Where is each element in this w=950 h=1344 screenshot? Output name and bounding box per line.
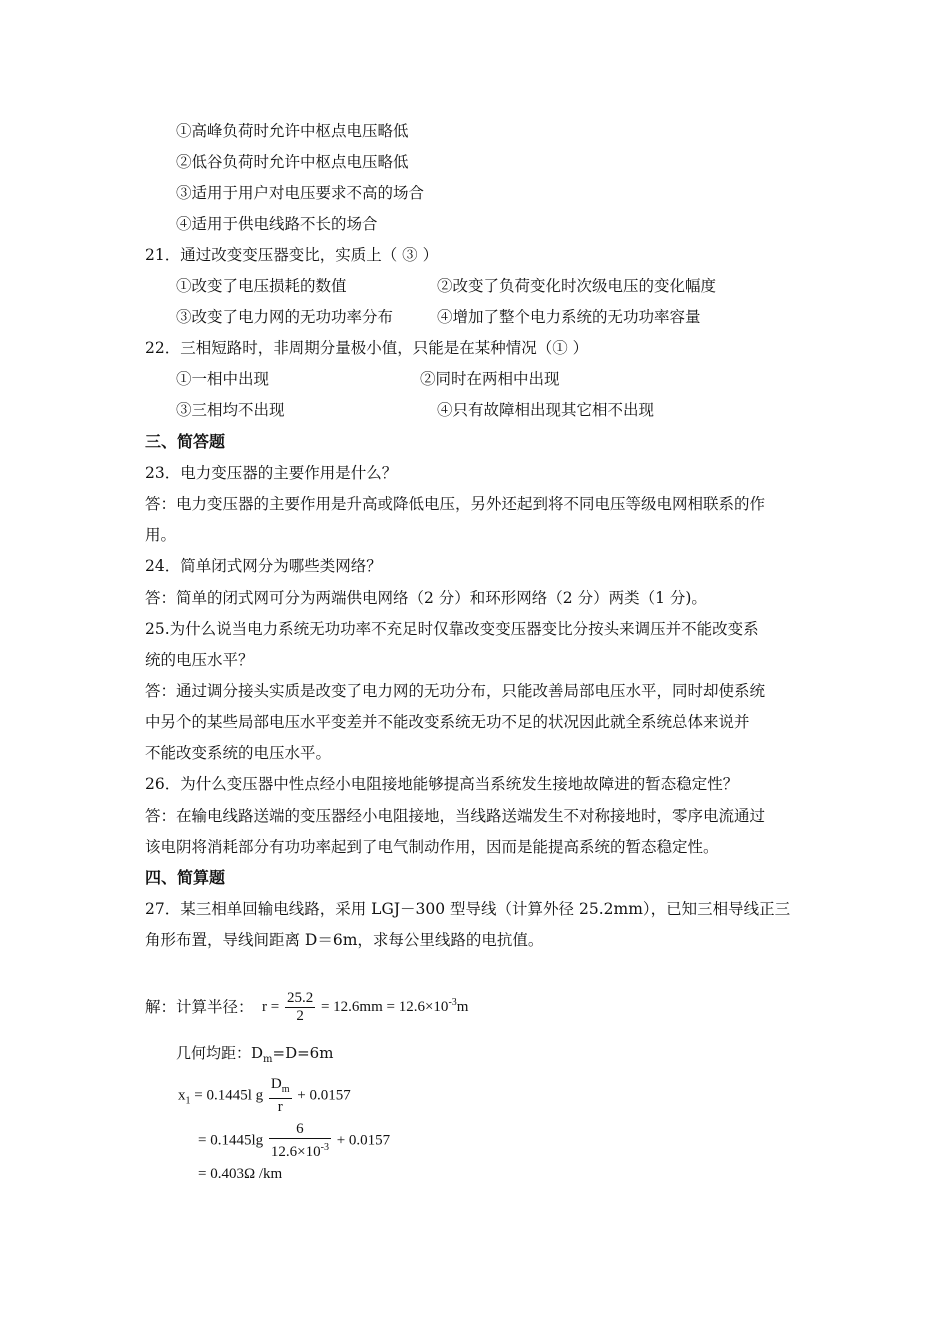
q26-answer-line-2: 该电阴将消耗部分有功功率起到了电气制动作用，因而是能提高系统的暂态稳定性。	[145, 838, 719, 856]
step2-numerator: 6	[269, 1121, 331, 1139]
q25-answer-line-3: 不能改变系统的电压水平。	[145, 744, 332, 762]
q24-answer: 答：简单的闭式网可分为两端供电网络（2 分）和环形网络（2 分）两类（1 分)。	[145, 589, 707, 607]
q20-option-3: ③适用于用户对电压要求不高的场合	[176, 184, 425, 202]
q21-stem: 21．通过改变变压器变比，实质上（ ③ ）	[145, 246, 439, 264]
solution-label: 解：计算半径：	[145, 998, 254, 1016]
q26-question: 26．为什么变压器中性点经小电阻接地能够提高当系统发生接地故障进的暂态稳定性？	[145, 775, 739, 793]
step2-denominator-base: 12.6×10	[270, 1144, 321, 1160]
q25-answer-line-1: 答：通过调分接头实质是改变了电力网的无功分布，只能改善局部电压水平，同时却使系统	[145, 682, 766, 700]
radius-numerator: 25.2	[286, 990, 314, 1006]
step2-coefficient: = 0.1445lg	[198, 1132, 264, 1149]
q26-answer-line-1: 答：在输电线路送端的变压器经小电阻接地，当线路送端发生不对称接地时，零序电流通过	[145, 807, 766, 825]
x1-symbol: x	[178, 1087, 186, 1104]
x1-coefficient: = 0.1445l g	[194, 1087, 264, 1104]
q22-option-3: ③三相均不出现	[176, 401, 285, 419]
q25-question-line-1: 25.为什么说当电力系统无功功率不充足时仅靠改变变压器变比分按头来调压并不能改变系	[145, 620, 759, 638]
gmd-rhs: =D=6m	[272, 1044, 334, 1062]
q25-question-line-2: 统的电压水平？	[145, 651, 254, 669]
section-title-calculation: 四、简算题	[145, 868, 226, 887]
step2-constant: + 0.0157	[336, 1132, 391, 1149]
q24-question: 24．简单闭式网分为哪些类网络？	[145, 557, 382, 575]
q27-question-line-2: 角形布置，导线间距离 D＝6m，求每公里线路的电抗值。	[145, 931, 544, 949]
q22-option-1: ①一相中出现	[176, 370, 270, 388]
gmd-label: 几何均距：D	[176, 1044, 264, 1062]
reactance-substitution	[198, 1121, 390, 1161]
step2-fraction	[269, 1121, 331, 1161]
x1-subscript: 1	[185, 1095, 191, 1107]
x1-numerator	[269, 1076, 292, 1099]
x1-numerator-sub: m	[281, 1084, 290, 1095]
x1-numerator-d: D	[270, 1076, 282, 1092]
step2-denominator-exp: -3	[320, 1142, 329, 1153]
radius-equation	[262, 990, 468, 1025]
section-title-short-answer: 三、简答题	[145, 432, 226, 451]
q20-option-1: ①高峰负荷时允许中枢点电压略低	[176, 122, 409, 140]
q27-question-line-1: 27．某三相单回输电线路，采用 LGJ－300 型导线（计算外径 25.2mm），已知三相导线正三	[145, 900, 791, 918]
radius-unit: m	[456, 998, 469, 1015]
q21-option-1: ①改变了电压损耗的数值	[176, 277, 347, 295]
q23-question: 23．电力变压器的主要作用是什么？	[145, 464, 398, 482]
q25-answer-line-2: 中另个的某些局部电压水平变差并不能改变系统无功不足的状况因此就全系统总体来说并	[145, 713, 750, 731]
reactance-result: = 0.403Ω /km	[198, 1166, 283, 1182]
x1-constant: + 0.0157	[297, 1087, 351, 1104]
q23-answer-line-2: 用。	[145, 526, 177, 544]
q23-answer-line-1: 答：电力变压器的主要作用是升高或降低电压，另外还起到将不同电压等级电网相联系的作	[145, 495, 766, 513]
q21-option-2: ②改变了负荷变化时次级电压的变化幅度	[437, 277, 717, 295]
gmd-line	[176, 1043, 333, 1070]
q20-option-4: ④适用于供电线路不长的场合	[176, 215, 378, 233]
q22-stem: 22．三相短路时，非周期分量极小值，只能是在某种情况（① ）	[145, 339, 589, 357]
radius-denominator: 2	[296, 1008, 304, 1024]
x1-fraction	[269, 1076, 292, 1116]
q22-option-4: ④只有故障相出现其它相不出现	[437, 401, 655, 419]
gmd-subscript: m	[263, 1054, 273, 1065]
radius-lhs: r =	[262, 998, 280, 1015]
q21-option-3: ③改变了电力网的无功功率分布	[176, 308, 394, 326]
radius-fraction	[285, 990, 315, 1025]
radius-rhs: = 12.6mm = 12.6×10	[320, 998, 449, 1015]
x1-denominator: r	[277, 1099, 283, 1115]
q22-option-2: ②同时在两相中出现	[420, 370, 560, 388]
radius-exponent: -3	[448, 996, 457, 1008]
step2-denominator	[269, 1139, 331, 1161]
q20-option-2: ②低谷负荷时允许中枢点电压略低	[176, 153, 409, 171]
q21-option-4: ④增加了整个电力系统的无功功率容量	[437, 308, 701, 326]
reactance-formula	[178, 1076, 351, 1116]
